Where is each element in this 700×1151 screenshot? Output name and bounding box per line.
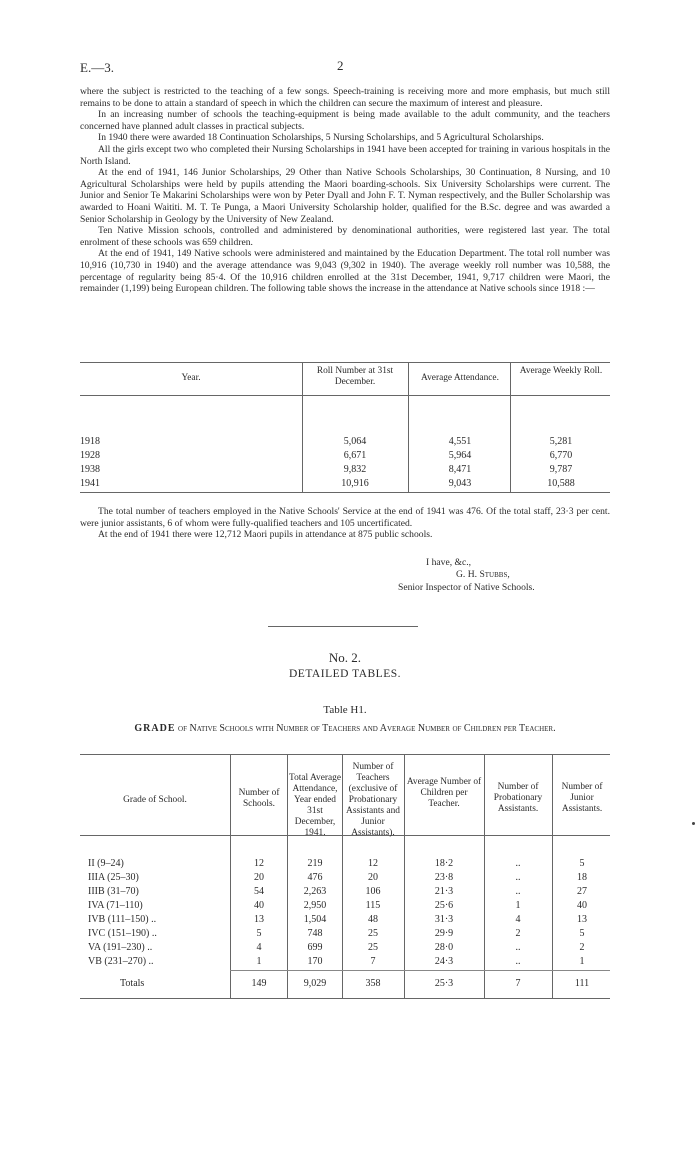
column-header-probationary: Number of Probationary Assistants. xyxy=(493,782,543,814)
attendance-cell: 699 xyxy=(307,942,323,953)
column-header-average-attendance: Average Attendance. xyxy=(421,373,499,383)
signatory-name: G. H. Stubbs, xyxy=(456,569,510,580)
column-header-average-weekly-roll: Average Weekly Roll. xyxy=(519,366,603,376)
closing-salutation: I have, &c., xyxy=(426,557,472,568)
staff-text xyxy=(80,506,610,541)
attendance-cell: 9,043 xyxy=(448,478,472,489)
junior-cell: 18 xyxy=(577,872,587,883)
children-per-teacher-cell: 25·6 xyxy=(434,900,454,911)
roll-cell: 9,832 xyxy=(343,464,367,475)
attendance-cell: 476 xyxy=(307,872,323,883)
column-header-roll-number: Roll Number at 31st December. xyxy=(316,366,394,387)
column-header-grade: Grade of School. xyxy=(123,795,187,805)
paragraph: At the end of 1941, 149 Native schools were administered and maintained by the Education Department. The total roll number was 10,916 (10,730 in 1940) and the average attendance was 9,043 (9,302 in 1940). The average weekly roll number was 10,588, the percentage of regularity being 85·4. Of the 10,916 children enrolled at the 31st December, 1941, 9,717 children were Maori, the remainder (1,199) being European children. The following table shows the increase in the attendance at Native schools since 1918 :— xyxy=(80,248,610,295)
teachers-cell: 20 xyxy=(368,872,378,883)
weekly-roll-cell: 10,588 xyxy=(547,478,575,489)
children-per-teacher-cell: 28·0 xyxy=(434,942,454,953)
junior-cell: 1 xyxy=(579,956,585,967)
teachers-cell: 48 xyxy=(368,914,378,925)
column-header-total-attendance: Total Average Attendance, Year ended 31st December, 1941. xyxy=(289,773,342,838)
probationary-cell: 1 xyxy=(515,900,521,911)
junior-cell: 27 xyxy=(577,886,587,897)
totals-children-per-teacher: 25·3 xyxy=(434,978,454,989)
attendance-cell: 5,964 xyxy=(448,450,472,461)
totals-junior: 111 xyxy=(574,978,590,989)
column-header-teachers: Number of Teachers (exclusive of Probationary Assistants and Junior Assistants). xyxy=(346,762,400,838)
weekly-roll-cell: 6,770 xyxy=(549,450,573,461)
junior-cell: 13 xyxy=(577,914,587,925)
grade-cell: VA (191–230) .. xyxy=(88,942,153,953)
scan-speck xyxy=(692,822,695,825)
schools-cell: 13 xyxy=(254,914,264,925)
year-cell: 1938 xyxy=(80,464,100,475)
grade-cell: II (9–24) xyxy=(88,858,124,869)
junior-cell: 40 xyxy=(577,900,587,911)
roll-cell: 6,671 xyxy=(343,450,367,461)
body-text xyxy=(80,86,610,295)
attendance-cell: 170 xyxy=(307,956,323,967)
table-caption-text: of Native Schools with Number of Teachers and Average Number of Children per Teacher. xyxy=(178,723,556,734)
teachers-cell: 25 xyxy=(368,942,378,953)
totals-teachers: 358 xyxy=(365,978,381,989)
signatory-title: Senior Inspector of Native Schools. xyxy=(398,582,535,593)
junior-cell: 5 xyxy=(579,858,585,869)
year-cell: 1918 xyxy=(80,436,100,447)
paragraph: Ten Native Mission schools, controlled and administered by denominational authorities, were registered last year. The total enrolment of these schools was 659 children. xyxy=(80,225,610,248)
paragraph: At the end of 1941, 146 Junior Scholarships, 29 Other than Native Schools Scholarships, 30 Continuation, 8 Nursing, and 10 Agricultural Scholarships were held by pupils attending the Maori boarding-schools. Six University Scholarships were current. The Junior and Senior Te Makarini Scholarships were won by Peter Dyall and John F. T. Nyman respectively, and the Buller Scholarship was awarded to Hoani Waititi. M. T. Te Punga, a Maori University Scholarship holder, qualified for the B.Sc. degree and was awarded a Senior Scholarship in Geology by the University of New Zealand. xyxy=(80,167,610,225)
paragraph: In an increasing number of schools the teaching-equipment is being made available to the adult community, and the teachers concerned have planned adult classes in practical subjects. xyxy=(80,109,610,132)
schools-cell: 20 xyxy=(254,872,264,883)
grade-cell: IIIA (25–30) xyxy=(88,872,139,883)
grade-cell: IVC (151–190) .. xyxy=(88,928,157,939)
attendance-cell: 2,950 xyxy=(303,900,327,911)
children-per-teacher-cell: 24·3 xyxy=(434,956,454,967)
schools-cell: 1 xyxy=(256,956,262,967)
roll-cell: 5,064 xyxy=(343,436,367,447)
grade-cell: IVA (71–110) xyxy=(88,900,143,911)
attendance-cell: 748 xyxy=(307,928,323,939)
attendance-cell: 2,263 xyxy=(303,886,327,897)
schools-cell: 12 xyxy=(254,858,264,869)
table-label: Table H1. xyxy=(323,704,367,716)
roll-cell: 10,916 xyxy=(341,478,369,489)
schools-cell: 5 xyxy=(256,928,262,939)
table-caption xyxy=(80,722,610,735)
junior-cell: 5 xyxy=(579,928,585,939)
column-header-children-per-teacher: Average Number of Children per Teacher. xyxy=(406,777,482,809)
children-per-teacher-cell: 31·3 xyxy=(434,914,454,925)
attendance-cell: 4,551 xyxy=(448,436,472,447)
probationary-cell: .. xyxy=(515,858,521,869)
weekly-roll-cell: 9,787 xyxy=(549,464,573,475)
grade-cell: VB (231–270) .. xyxy=(88,956,154,967)
children-per-teacher-cell: 18·2 xyxy=(434,858,454,869)
page-number: 2 xyxy=(337,58,344,73)
junior-cell: 2 xyxy=(579,942,585,953)
probationary-cell: 2 xyxy=(515,928,521,939)
schools-cell: 54 xyxy=(254,886,264,897)
column-header-junior: Number of Junior Assistants. xyxy=(561,782,603,814)
paragraph: In 1940 there were awarded 18 Continuation Scholarships, 5 Nursing Scholarships, and 5 Agricultural Scholarships. xyxy=(98,132,544,144)
totals-attendance: 9,029 xyxy=(303,978,327,989)
year-cell: 1941 xyxy=(80,478,100,489)
teachers-cell: 7 xyxy=(370,956,376,967)
grade-cell: IVB (111–150) .. xyxy=(88,914,157,925)
probationary-cell: .. xyxy=(515,942,521,953)
totals-label: Totals xyxy=(120,978,145,989)
attendance-cell: 8,471 xyxy=(448,464,472,475)
table-caption-lead: GRADE xyxy=(134,723,176,734)
children-per-teacher-cell: 29·9 xyxy=(434,928,454,939)
probationary-cell: 4 xyxy=(515,914,521,925)
paragraph: The total number of teachers employed in the Native Schools' Service at the end of 1941 was 476. Of the total staff, 23·3 per cent. were junior assistants, 6 of whom were fully-qualified teachers and 105 uncertificated. xyxy=(80,506,610,529)
column-header-year: Year. xyxy=(181,373,201,383)
probationary-cell: .. xyxy=(515,886,521,897)
paragraph: All the girls except two who completed their Nursing Scholarships in 1941 have been accepted for training in various hospitals in the North Island. xyxy=(80,143,610,167)
grade-cell: IIIB (31–70) xyxy=(88,886,139,897)
children-per-teacher-cell: 21·3 xyxy=(434,886,454,897)
attendance-cell: 219 xyxy=(307,858,323,869)
teachers-cell: 25 xyxy=(368,928,378,939)
teachers-cell: 106 xyxy=(365,886,381,897)
totals-schools: 149 xyxy=(251,978,267,989)
probationary-cell: .. xyxy=(515,872,521,883)
paragraph: where the subject is restricted to the teaching of a few songs. Speech-training is receiving more and more emphasis, but much still remains to be done to attain a standard of speech in which the children can secure the maximum of interest and pleasure. xyxy=(80,86,610,109)
year-cell: 1928 xyxy=(80,450,100,461)
teachers-cell: 115 xyxy=(365,900,381,911)
children-per-teacher-cell: 23·8 xyxy=(434,872,454,883)
probationary-cell: .. xyxy=(515,956,521,967)
schools-cell: 4 xyxy=(256,942,262,953)
section-title: DETAILED TABLES. xyxy=(289,668,401,680)
column-header-schools: Number of Schools. xyxy=(238,788,280,809)
totals-probationary: 7 xyxy=(515,978,521,989)
section-number: No. 2. xyxy=(328,650,362,665)
schools-cell: 40 xyxy=(254,900,264,911)
teachers-cell: 12 xyxy=(368,858,378,869)
paragraph: At the end of 1941 there were 12,712 Maori pupils in attendance at 875 public schools. xyxy=(98,529,433,541)
weekly-roll-cell: 5,281 xyxy=(549,436,573,447)
attendance-cell: 1,504 xyxy=(303,914,327,925)
document-reference: E.—3. xyxy=(80,60,114,75)
